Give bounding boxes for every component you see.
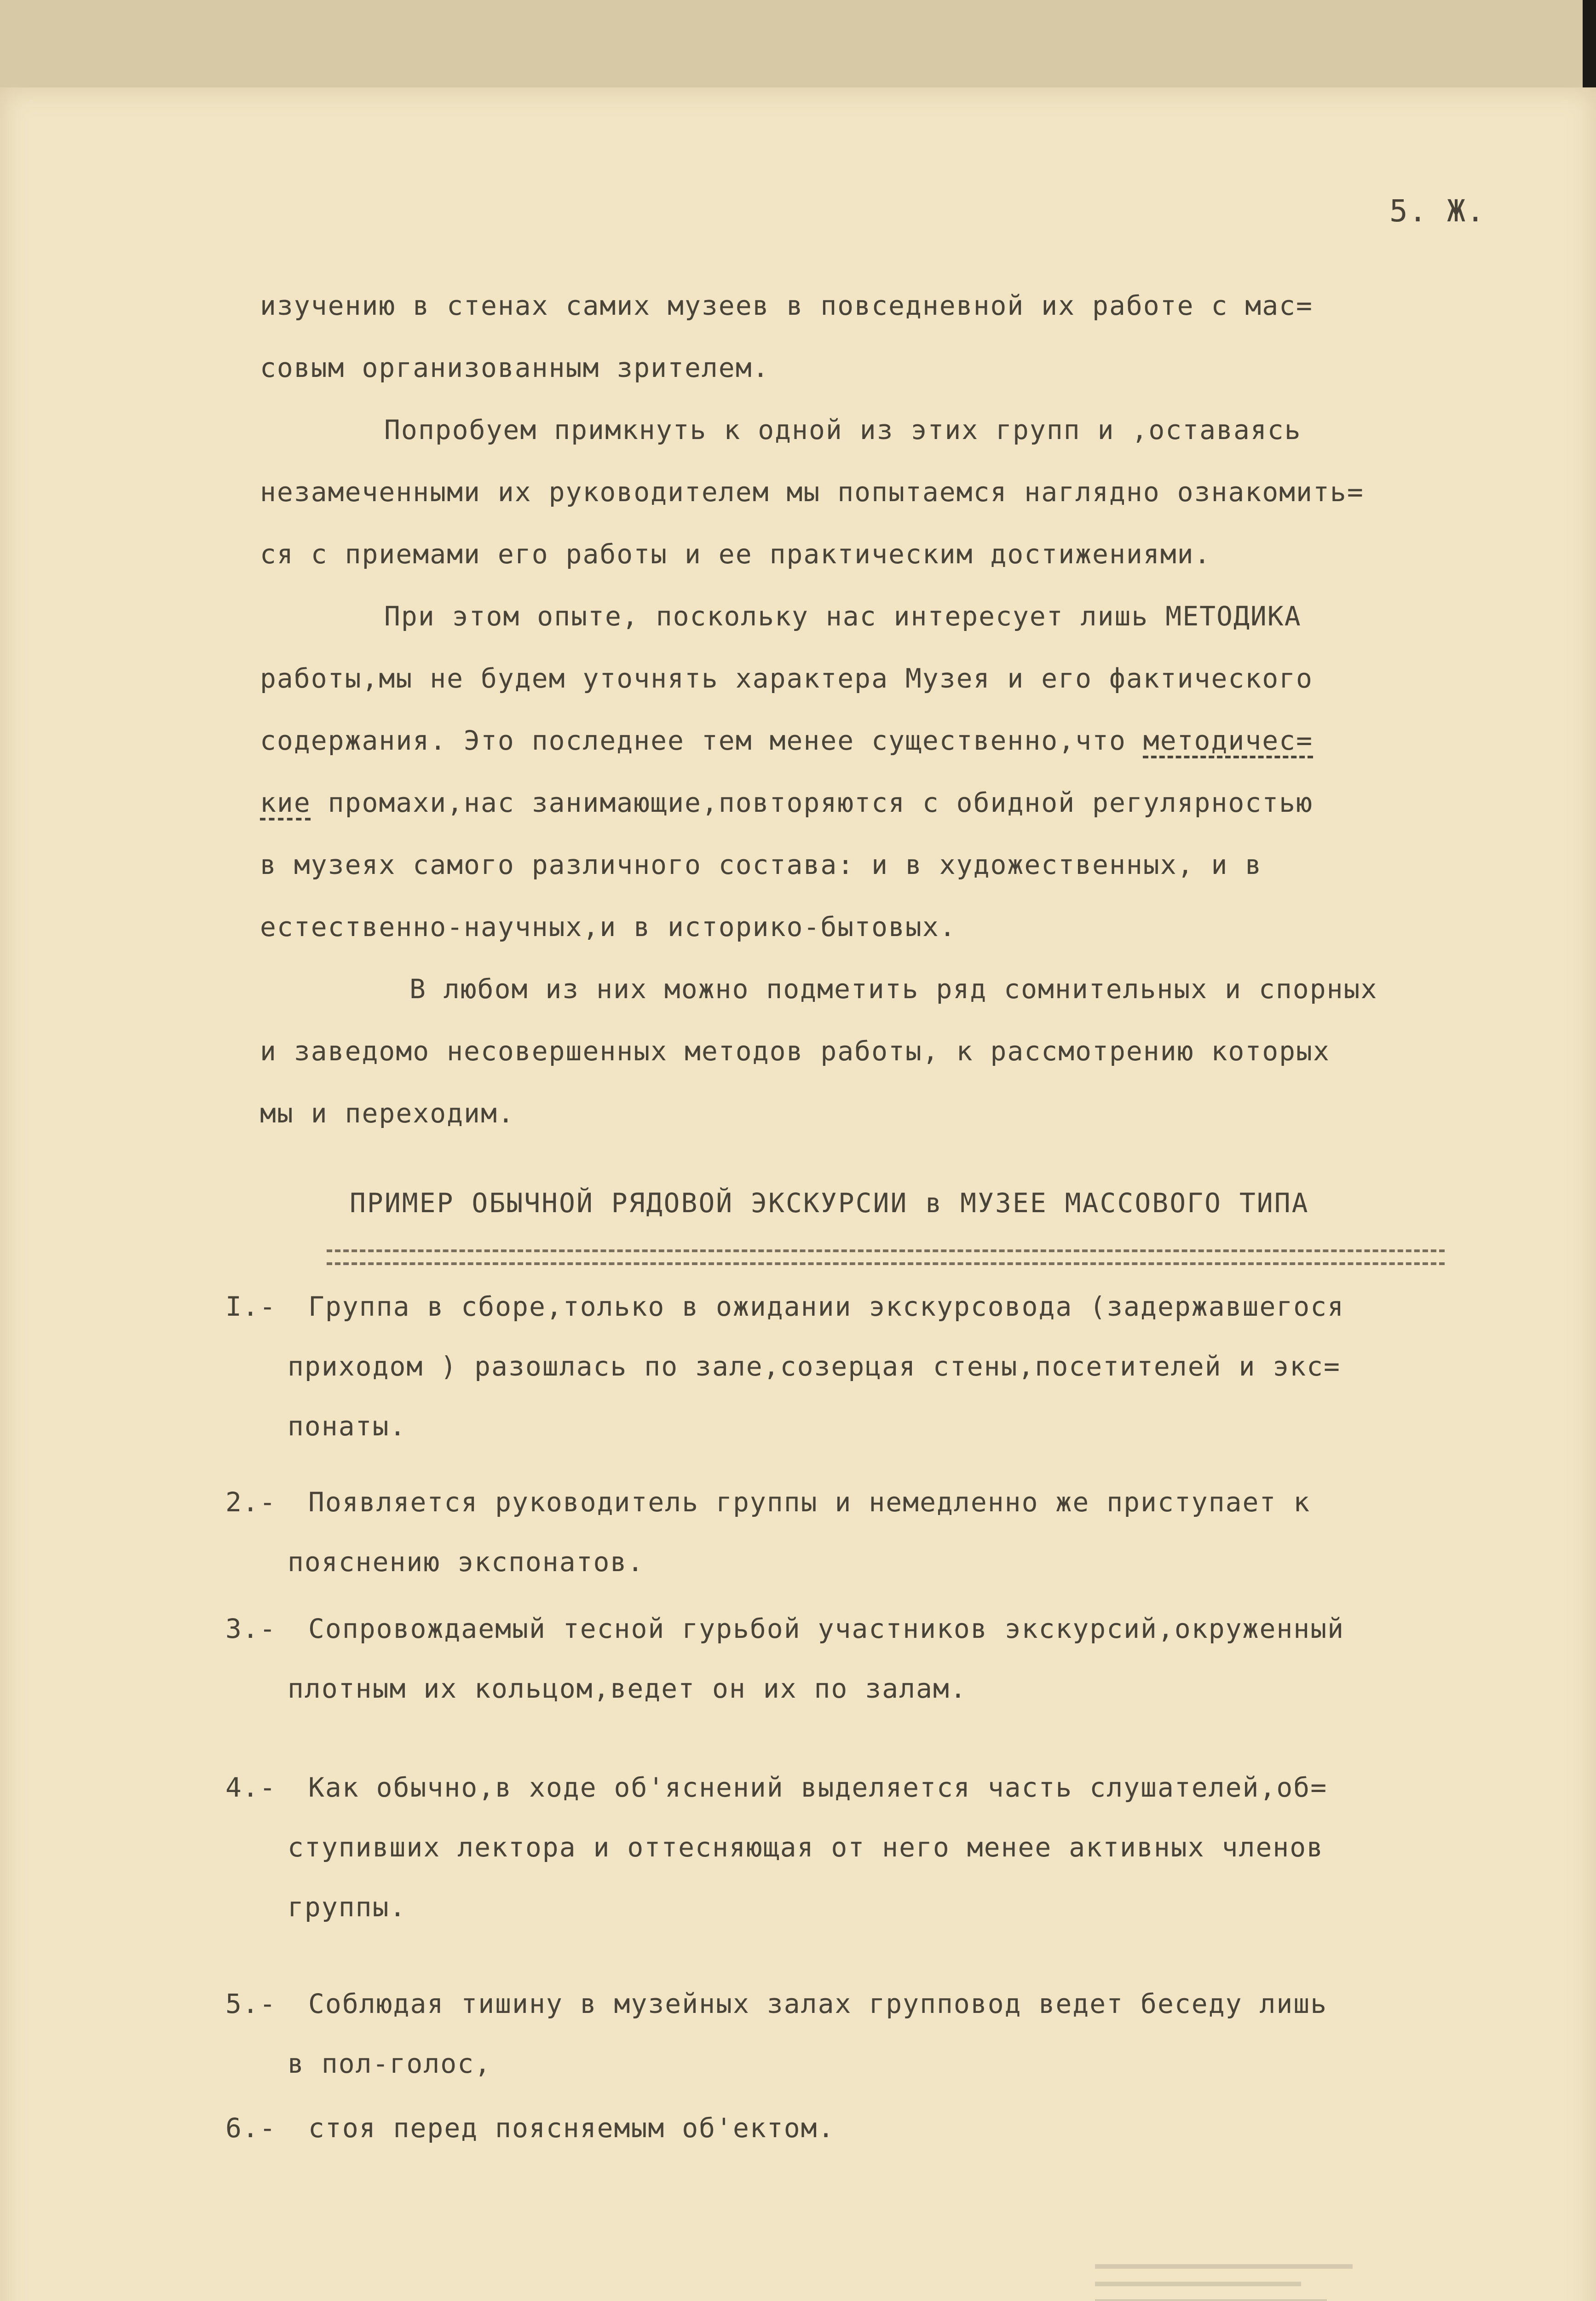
paragraph-1-line-1: изучению в стенах самих музеев в повседневной их работе с мас=: [260, 290, 1313, 321]
list-item-5-number: 5.-: [225, 1988, 277, 2019]
page-number: 5. Ж.: [1389, 193, 1486, 229]
list-item-1-number: I.-: [225, 1291, 277, 1322]
paragraph-3-line-6: естественно-научных,и в историко-бытовых.: [260, 911, 956, 942]
paragraph-4-line-2: и заведомо несовершенных методов работы, к рассмотрению которых: [260, 1035, 1330, 1067]
list-item-4-line-2: ступивших лектора и оттесняющая от него менее активных членов: [288, 1832, 1324, 1863]
list-item-4-line-3: группы.: [288, 1891, 407, 1923]
document-page: [0, 87, 1596, 2301]
underlined-word: методичес=: [1143, 725, 1313, 756]
list-item-2-line-1: Появляется руководитель группы и немедленно же приступает к: [308, 1486, 1311, 1518]
stamp-line-2: [1095, 2282, 1301, 2286]
paragraph-3-line-5: в музеях самого различного состава: и в художественных, и в: [260, 849, 1262, 880]
stamp-line-3: [1095, 2299, 1327, 2301]
paragraph-3-line-1: При этом опыте, поскольку нас интересует лишь МЕТОДИКА: [384, 601, 1302, 632]
list-item-4-line-1: Как обычно,в ходе об'яснений выделяется часть слушателей,об=: [308, 1772, 1328, 1803]
paragraph-3-line-4-text: промахи,нас занимающие,повторяются с обидной регулярностью: [311, 787, 1313, 818]
section-heading: ПРИМЕР ОБЫЧНОЙ РЯДОВОЙ ЭКСКУРСИИ в МУЗЕЕ МАССОВОГО ТИПА: [350, 1187, 1309, 1219]
heading-double-rule: [327, 1249, 1445, 1265]
paragraph-3-line-3: [260, 725, 1313, 756]
underlined-word-continued: кие: [260, 787, 311, 818]
paragraph-4-line-3: мы и переходим.: [260, 1098, 515, 1129]
list-item-1-line-2: приходом ) разошлась по зале,созерцая стены,посетителей и экс=: [288, 1351, 1341, 1382]
list-item-3-line-1: Сопровождаемый тесной гурьбой участников экскурсий,окруженный: [308, 1613, 1345, 1644]
list-item-6-line-1: стоя перед поясняемым об'ектом.: [308, 2112, 835, 2144]
paragraph-1-line-2: совым организованным зрителем.: [260, 352, 770, 383]
paragraph-2-line-3: ся с приемами его работы и ее практическим достижениями.: [260, 538, 1211, 570]
stamp-line-1: [1095, 2264, 1353, 2269]
list-item-5-line-2: в пол-голос,: [288, 2048, 492, 2079]
list-item-6-number: 6.-: [225, 2112, 277, 2144]
list-item-1-line-1: Группа в сборе,только в ожидании экскурсовода (задержавшегося: [308, 1291, 1345, 1322]
list-item-4-number: 4.-: [225, 1772, 277, 1803]
list-item-3-number: 3.-: [225, 1613, 277, 1644]
list-item-1-line-3: понаты.: [288, 1411, 407, 1442]
faded-archive-stamp: [1095, 2264, 1353, 2301]
paragraph-2-line-2: незамеченными их руководителем мы попытаемся наглядно ознакомить=: [260, 476, 1364, 508]
paragraph-2-line-1: Попробуем примкнуть к одной из этих групп и ,оставаясь: [384, 414, 1302, 445]
list-item-3-line-2: плотным их кольцом,ведет он их по залам.: [288, 1673, 967, 1704]
paragraph-3-line-3-text: содержания. Это последнее тем менее существенно,что: [260, 725, 1143, 756]
list-item-2-line-2: пояснению экспонатов.: [288, 1546, 645, 1578]
paragraph-3-line-4: [260, 787, 1313, 818]
paragraph-4-line-1: В любом из них можно подметить ряд сомнительных и спорных: [409, 973, 1378, 1005]
list-item-2-number: 2.-: [225, 1486, 277, 1518]
paragraph-3-line-2: работы,мы не будем уточнять характера Музея и его фактического: [260, 663, 1313, 694]
list-item-5-line-1: Соблюдая тишину в музейных залах групповод ведет беседу лишь: [308, 1988, 1328, 2019]
